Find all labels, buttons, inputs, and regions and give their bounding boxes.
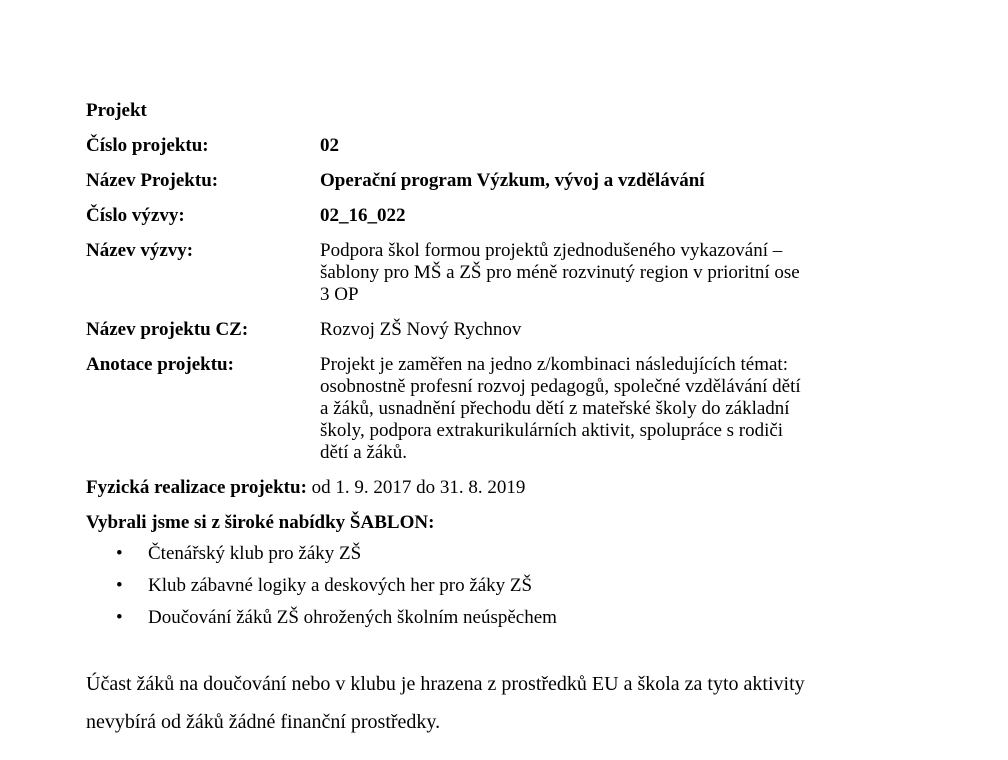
field-value <box>320 240 886 306</box>
realization-row <box>86 477 886 499</box>
field-label: Anotace projektu: <box>86 354 234 375</box>
realization-label: Fyzická realizace projektu: <box>86 477 307 498</box>
field-row <box>86 240 886 306</box>
sablony-heading: Vybrali jsme si z široké nabídky ŠABLON: <box>86 512 435 533</box>
field-value-line: 3 OP <box>320 284 359 305</box>
field-label: Číslo projektu: <box>86 135 209 156</box>
field-value-line: 02_16_022 <box>320 205 406 226</box>
field-row <box>86 135 886 157</box>
field-value-line: osobnostně profesní rozvoj pedagogů, společné vzdělávání dětí <box>320 376 801 397</box>
bullet-icon: • <box>116 607 123 628</box>
field-value-line: dětí a žáků. <box>320 442 408 463</box>
field-row <box>86 170 886 192</box>
closing-paragraph: Účast žáků na doučování nebo v klubu je hrazena z prostředků EU a škola za tyto aktivity nevybírá od žáků žádné finanční prostředky. <box>86 673 805 733</box>
list-item <box>86 575 886 597</box>
bullet-icon: • <box>116 575 123 596</box>
field-value-line: Rozvoj ZŠ Nový Rychnov <box>320 319 522 340</box>
field-value <box>320 354 886 464</box>
list-item <box>86 607 886 629</box>
field-value-line: 02 <box>320 135 339 156</box>
list-item-label: Doučování žáků ZŠ ohrožených školním neúspěchem <box>148 607 557 628</box>
bullet-icon: • <box>116 543 123 564</box>
field-row <box>86 205 886 227</box>
field-value <box>320 135 886 157</box>
field-label: Název výzvy: <box>86 240 194 261</box>
field-value <box>320 205 886 227</box>
field-value-line: Podpora škol formou projektů zjednodušeného vykazování – <box>320 240 783 261</box>
field-value-line: Projekt je zaměřen na jedno z/kombinaci následujících témat: <box>320 354 788 375</box>
list-item-label: Čtenářský klub pro žáky ZŠ <box>148 543 362 564</box>
document-body <box>86 100 886 741</box>
field-label: Číslo výzvy: <box>86 205 185 226</box>
field-row <box>86 319 886 341</box>
field-value-line: školy, podpora extrakurikulárních aktivit, spolupráce s rodiči <box>320 420 784 441</box>
field-value <box>320 170 886 192</box>
sablony-bullet-list <box>86 543 886 629</box>
list-item-label: Klub zábavné logiky a deskových her pro žáky ZŠ <box>148 575 533 596</box>
list-item <box>86 543 886 565</box>
field-value-line: šablony pro MŠ a ZŠ pro méně rozvinutý region v prioritní ose <box>320 262 800 283</box>
field-value <box>320 319 886 341</box>
project-fields-list <box>86 135 886 464</box>
field-value-line: Operační program Výzkum, vývoj a vzdělávání <box>320 170 705 191</box>
field-value-line: a žáků, usnadnění přechodu dětí z mateřské školy do základní <box>320 398 790 419</box>
field-row <box>86 354 886 464</box>
section-title-projekt: Projekt <box>86 100 147 121</box>
field-label: Název Projektu: <box>86 170 219 191</box>
realization-value: od 1. 9. 2017 do 31. 8. 2019 <box>311 477 526 498</box>
field-label: Název projektu CZ: <box>86 319 249 340</box>
